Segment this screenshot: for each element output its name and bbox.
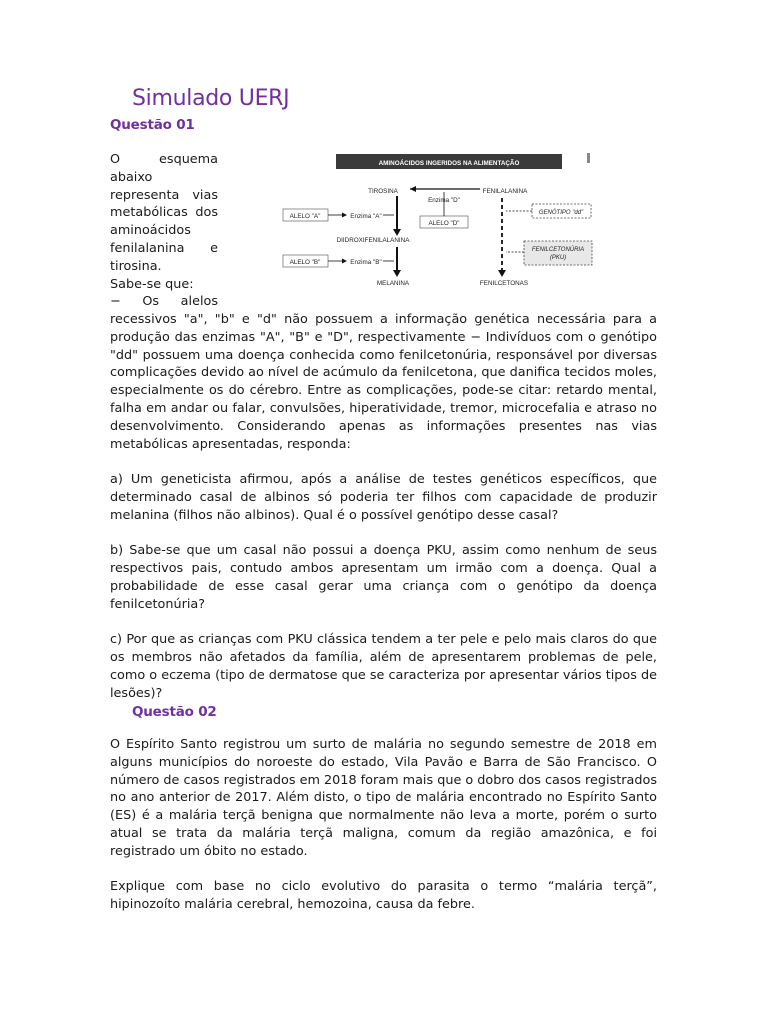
- label-enzima-b: Enzima "B": [350, 259, 382, 266]
- metabolic-pathway-diagram: [280, 152, 600, 294]
- label-melanina: MELANINA: [376, 280, 410, 287]
- label-pku: (PKU): [549, 255, 567, 261]
- arrowhead: [410, 186, 416, 192]
- question-2-body: [110, 736, 657, 932]
- box-fenilcetonuria: [524, 241, 592, 265]
- document-title: Simulado UERJ: [132, 86, 290, 111]
- question-1-item-c: c) Por que as crianças com PKU clássica tendem a ter pele e pelo mais claros do que os membros não afetados da família, além de apresentarem problemas de pele, como o eczema (tipo de dermatose que se caracteriza por apresentar vários tipos de lesões)?: [110, 632, 657, 701]
- label-diidroxifenilalanina: DIIDROXIFENILALANINA: [336, 237, 410, 244]
- arrowhead: [393, 270, 401, 277]
- question-2-prompt: Explique com base no ciclo evolutivo do parasita o termo “malária terçã”, hipinozoíto malária cerebral, hemozoina, causa da febre.: [110, 879, 657, 913]
- label-alelo-a: ALELO "A": [289, 213, 321, 220]
- intro-line: aminoácidos: [110, 223, 191, 239]
- label-genotipo-dd: GENÓTIPO "dd": [538, 210, 584, 216]
- arrowhead: [393, 229, 401, 236]
- intro-line: representa vias: [110, 187, 218, 203]
- diagram-header: AMINOÁCIDOS INGERIDOS NA ALIMENTAÇÃO: [378, 160, 520, 167]
- intro-line: O esquema: [110, 152, 218, 167]
- arrowhead: [498, 270, 506, 277]
- intro-line: abaixo: [110, 169, 153, 185]
- intro-line: Sabe-se que:: [110, 276, 194, 292]
- label-enzima-d: Enzima "D": [428, 197, 460, 204]
- page-margin-mark: [587, 153, 590, 163]
- question-1-body: [110, 311, 657, 720]
- question-1-context: recessivos "a", "b" e "d" não possuem a informação genética necessária para a produção das enzimas "A", "B" e "D", respectivamente − Indivíduos com o genótipo "dd" possuem uma doença conhecida como fenilcetonúria, responsável por diversas complicações devido ao nível de acúmulo da fenilcetona, que danifica tecidos moles, especialmente os do cérebro. Entre as complicações, pode-se citar: retardo mental, falha em andar ou falar, convulsões, hiperatividade, tremor, microcefalia e atraso no desenvolvimento. Considerando apenas as informações presentes nas vias metabólicas apresentadas, responda:: [110, 312, 657, 452]
- arrowhead: [342, 213, 347, 218]
- label-alelo-b: ALELO "B": [289, 259, 321, 266]
- question-1-intro: [110, 151, 218, 311]
- question-2-heading: Questão 02: [132, 704, 217, 720]
- label-tirosina: TIROSINA: [368, 188, 398, 195]
- question-1-item-a: a) Um geneticista afirmou, após a análise de testes genéticos específicos, que determinado casal de albinos só poderia ter filhos com capacidade de produzir melanina (filhos não albinos). Qual é o possível genótipo desse casal?: [110, 472, 657, 523]
- question-1-heading: Questão 01: [110, 117, 195, 133]
- label-alelo-d: ALELO "D": [428, 220, 460, 227]
- intro-line: fenilalanina e: [110, 240, 218, 256]
- question-1-item-b: b) Sabe-se que um casal não possui a doença PKU, assim como nenhum de seus respectivos pais, contudo ambos apresentam um irmão com a doença. Qual a probabilidade de esse casal gerar uma criança com o genótipo da doença fenilcetonúria?: [110, 543, 657, 612]
- intro-line: metabólicas dos: [110, 205, 218, 221]
- label-fenilcetonas: FENILCETONAS: [479, 280, 529, 287]
- label-fenilcetonuria: FENILCETONÚRIA: [531, 247, 585, 253]
- label-fenilalanina: FENILALANINA: [482, 188, 528, 195]
- question-2-paragraph: O Espírito Santo registrou um surto de malária no segundo semestre de 2018 em alguns municípios do noroeste do estado, Vila Pavão e Barra de São Francisco. O número de casos registrados em 2018 foram mais que o dobro dos casos registrados no ano anterior de 2017. Além disto, o tipo de malária encontrado no Espírito Santo (ES) é a malária terçã benigna que normalmente não leva a morte, porém o surto atual se trata da malária terçã maligna, comum da região amazônica, e foi registrado um óbito no estado.: [110, 737, 657, 859]
- arrowhead: [342, 259, 347, 264]
- intro-line: tirosina.: [110, 258, 162, 274]
- intro-line: − Os alelos: [110, 294, 218, 310]
- label-enzima-a: Enzima "A": [350, 213, 382, 220]
